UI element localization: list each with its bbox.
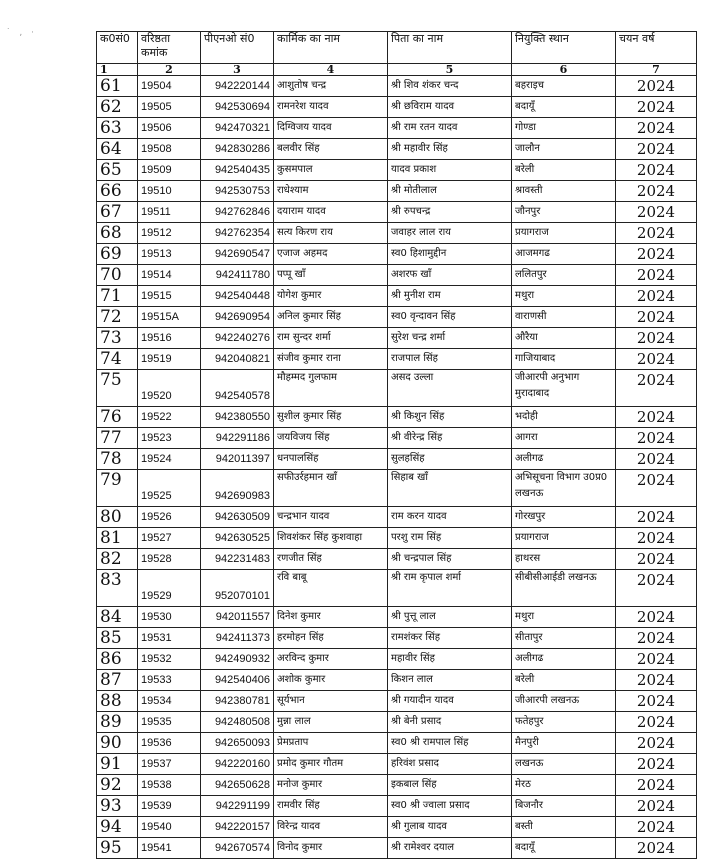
table-row [97, 428, 697, 449]
seniority-number: 19504 [138, 76, 201, 97]
pno-number: 942291199 [201, 796, 274, 817]
header-pno: पीएनओ सं0 [201, 32, 274, 64]
table-row [97, 286, 697, 307]
selection-year: 2024 [616, 549, 697, 570]
employee-name: रामवीर सिंह [274, 796, 388, 817]
father-name: श्री रामेश्वर दयाल [388, 838, 512, 859]
employee-name: विनोद कुमार [274, 838, 388, 859]
pno-number: 942380781 [201, 691, 274, 712]
father-name: स्व0 श्री ज्वाला प्रसाद [388, 796, 512, 817]
seniority-number: 19523 [138, 428, 201, 449]
selection-year: 2024 [616, 97, 697, 118]
serial-number: 75 [97, 370, 138, 407]
father-name: श्री महावीर सिंह [388, 139, 512, 160]
posting-place: आजमगढ [512, 244, 616, 265]
posting-place: औरैया [512, 328, 616, 349]
table-row [97, 670, 697, 691]
selection-year: 2024 [616, 712, 697, 733]
table-row [97, 202, 697, 223]
posting-place: ललितपुर [512, 265, 616, 286]
posting-place: मैनपुरी [512, 733, 616, 754]
employee-name: हरमोहन सिंह [274, 628, 388, 649]
serial-number: 66 [97, 181, 138, 202]
seniority-number: 19514 [138, 265, 201, 286]
table-row [97, 691, 697, 712]
serial-number: 87 [97, 670, 138, 691]
seniority-number: 19511 [138, 202, 201, 223]
serial-number: 92 [97, 775, 138, 796]
father-name: श्री शिव शंकर चन्द [388, 76, 512, 97]
table-row [97, 97, 697, 118]
seniority-number: 19537 [138, 754, 201, 775]
seniority-number: 19510 [138, 181, 201, 202]
employee-name: बलवीर सिंह [274, 139, 388, 160]
employee-name: अरविन्द कुमार [274, 649, 388, 670]
table-row [97, 407, 697, 428]
employee-name: एजाज अहमद [274, 244, 388, 265]
father-name: परशु राम सिंह [388, 528, 512, 549]
pno-number: 942690983 [201, 470, 274, 507]
father-name: श्री राम रतन यादव [388, 118, 512, 139]
pno-number: 942540435 [201, 160, 274, 181]
posting-place: गोण्डा [512, 118, 616, 139]
posting-place: जीआरपी लखनऊ [512, 691, 616, 712]
father-name: रामशंकर सिंह [388, 628, 512, 649]
seniority-number: 19530 [138, 607, 201, 628]
seniority-number: 19529 [138, 570, 201, 607]
seniority-number: 19522 [138, 407, 201, 428]
pno-number: 942231483 [201, 549, 274, 570]
pno-number: 942040821 [201, 349, 274, 370]
pno-number: 942650628 [201, 775, 274, 796]
serial-number: 67 [97, 202, 138, 223]
column-number-row [97, 64, 697, 76]
father-name: श्री पुत्तू लाल [388, 607, 512, 628]
seniority-number: 19526 [138, 507, 201, 528]
posting-place: भदोही [512, 407, 616, 428]
pno-number: 942011397 [201, 449, 274, 470]
serial-number: 78 [97, 449, 138, 470]
employee-name: पप्पू खाँ [274, 265, 388, 286]
selection-year: 2024 [616, 118, 697, 139]
selection-year: 2024 [616, 754, 697, 775]
selection-year: 2024 [616, 628, 697, 649]
selection-year: 2024 [616, 307, 697, 328]
seniority-number: 19532 [138, 649, 201, 670]
seniority-number: 19515A [138, 307, 201, 328]
posting-place: प्रयागराज [512, 528, 616, 549]
serial-number: 70 [97, 265, 138, 286]
father-name: सिहाब खाँ [388, 470, 512, 507]
serial-number: 89 [97, 712, 138, 733]
seniority-number: 19531 [138, 628, 201, 649]
serial-number: 84 [97, 607, 138, 628]
serial-number: 83 [97, 570, 138, 607]
table-row [97, 118, 697, 139]
seniority-number: 19539 [138, 796, 201, 817]
posting-place: हाथरस [512, 549, 616, 570]
serial-number: 91 [97, 754, 138, 775]
employee-name: दिग्विजय यादव [274, 118, 388, 139]
selection-year: 2024 [616, 670, 697, 691]
employee-name: विरेन्द्र यादव [274, 817, 388, 838]
table-row [97, 160, 697, 181]
seniority-number: 19533 [138, 670, 201, 691]
posting-place: अभिसूचना विभाग उ0प्र0 लखनऊ [512, 470, 616, 507]
employee-name: अनिल कुमार सिंह [274, 307, 388, 328]
colnum-1: 1 [97, 64, 138, 76]
seniority-number: 19538 [138, 775, 201, 796]
posting-place: जीआरपी अनुभाग मुरादाबाद [512, 370, 616, 407]
father-name: श्री मुनीश राम [388, 286, 512, 307]
posting-place: अलीगढ [512, 449, 616, 470]
employee-name: मनोज कुमार [274, 775, 388, 796]
father-name: असद उल्ला [388, 370, 512, 407]
pno-number: 942690954 [201, 307, 274, 328]
pno-number: 942630509 [201, 507, 274, 528]
table-row [97, 139, 697, 160]
seniority-number: 19520 [138, 370, 201, 407]
seniority-number: 19509 [138, 160, 201, 181]
posting-place: बरेली [512, 160, 616, 181]
table-row [97, 507, 697, 528]
serial-number: 85 [97, 628, 138, 649]
father-name: स्व0 वृन्दावन सिंह [388, 307, 512, 328]
selection-year: 2024 [616, 570, 697, 607]
seniority-number: 19534 [138, 691, 201, 712]
employee-name: संजीव कुमार राना [274, 349, 388, 370]
selection-year: 2024 [616, 428, 697, 449]
posting-place: गाजियाबाद [512, 349, 616, 370]
serial-number: 63 [97, 118, 138, 139]
pno-number: 942540448 [201, 286, 274, 307]
pno-number: 942762846 [201, 202, 274, 223]
seniority-number: 19512 [138, 223, 201, 244]
employee-name: प्रेमप्रताप [274, 733, 388, 754]
posting-place: आगरा [512, 428, 616, 449]
pno-number: 942670574 [201, 838, 274, 859]
father-name: यादव प्रकाश [388, 160, 512, 181]
serial-number: 79 [97, 470, 138, 507]
pno-number: 942540578 [201, 370, 274, 407]
pno-number: 942650093 [201, 733, 274, 754]
serial-number: 65 [97, 160, 138, 181]
serial-number: 62 [97, 97, 138, 118]
father-name: श्री बेनी प्रसाद [388, 712, 512, 733]
personnel-table [96, 31, 697, 859]
pno-number: 942530694 [201, 97, 274, 118]
father-name: स्व0 हिशामुद्दीन [388, 244, 512, 265]
selection-year: 2024 [616, 775, 697, 796]
pno-number: 942240276 [201, 328, 274, 349]
employee-name: आशुतोष चन्द्र [274, 76, 388, 97]
pno-number: 942490932 [201, 649, 274, 670]
header-name: कार्मिक का नाम [274, 32, 388, 64]
employee-name: धनपालसिंह [274, 449, 388, 470]
serial-number: 95 [97, 838, 138, 859]
colnum-5: 5 [388, 64, 512, 76]
table-row [97, 712, 697, 733]
employee-name: रामनरेश यादव [274, 97, 388, 118]
seniority-number: 19508 [138, 139, 201, 160]
seniority-number: 19516 [138, 328, 201, 349]
table-body [97, 76, 697, 859]
serial-number: 68 [97, 223, 138, 244]
employee-name: कुसमपाल [274, 160, 388, 181]
employee-name: रणजीत सिंह [274, 549, 388, 570]
table-row [97, 775, 697, 796]
selection-year: 2024 [616, 223, 697, 244]
posting-place: जौनपुर [512, 202, 616, 223]
table-row [97, 244, 697, 265]
header-father: पिता का नाम [388, 32, 512, 64]
seniority-number: 19506 [138, 118, 201, 139]
selection-year: 2024 [616, 286, 697, 307]
table-row [97, 370, 697, 407]
serial-number: 74 [97, 349, 138, 370]
table-row [97, 817, 697, 838]
employee-name: शिवशंकर सिंह कुशवाहा [274, 528, 388, 549]
table-row [97, 649, 697, 670]
father-name: जवाहर लाल राय [388, 223, 512, 244]
pno-number: 952070101 [201, 570, 274, 607]
father-name: श्री वीरेन्द्र सिंह [388, 428, 512, 449]
posting-place: बरेली [512, 670, 616, 691]
table-row [97, 754, 697, 775]
employee-name: रवि बाबू [274, 570, 388, 607]
selection-year: 2024 [616, 691, 697, 712]
serial-number: 90 [97, 733, 138, 754]
posting-place: फतेहपुर [512, 712, 616, 733]
selection-year: 2024 [616, 607, 697, 628]
employee-name: राधेश्याम [274, 181, 388, 202]
scan-mark: ˙ , · [6, 28, 37, 38]
table-row [97, 549, 697, 570]
selection-year: 2024 [616, 733, 697, 754]
posting-place: सीतापुर [512, 628, 616, 649]
serial-number: 86 [97, 649, 138, 670]
serial-number: 71 [97, 286, 138, 307]
employee-name: सत्य किरण राय [274, 223, 388, 244]
selection-year: 2024 [616, 76, 697, 97]
serial-number: 93 [97, 796, 138, 817]
posting-place: अलीगढ [512, 649, 616, 670]
serial-number: 81 [97, 528, 138, 549]
colnum-7: 7 [616, 64, 697, 76]
employee-name: मौहम्मद गुलफाम [274, 370, 388, 407]
employee-name: मुन्ना लाल [274, 712, 388, 733]
header-posting: नियुक्ति स्थान [512, 32, 616, 64]
father-name: अशरफ खाँ [388, 265, 512, 286]
serial-number: 64 [97, 139, 138, 160]
colnum-4: 4 [274, 64, 388, 76]
seniority-number: 19528 [138, 549, 201, 570]
posting-place: मेरठ [512, 775, 616, 796]
table-row [97, 449, 697, 470]
employee-name: सुशील कुमार सिंह [274, 407, 388, 428]
father-name: सुरेश चन्द्र शर्मा [388, 328, 512, 349]
employee-name: दिनेश कुमार [274, 607, 388, 628]
father-name: श्री गयादीन यादव [388, 691, 512, 712]
serial-number: 80 [97, 507, 138, 528]
table-row [97, 76, 697, 97]
father-name: सुलहसिंह [388, 449, 512, 470]
serial-number: 73 [97, 328, 138, 349]
header-year: चयन वर्ष [616, 32, 697, 64]
pno-number: 942380550 [201, 407, 274, 428]
colnum-6: 6 [512, 64, 616, 76]
selection-year: 2024 [616, 328, 697, 349]
employee-name: चन्द्रभान यादव [274, 507, 388, 528]
posting-place: बस्ती [512, 817, 616, 838]
father-name: इकबाल सिंह [388, 775, 512, 796]
father-name: महावीर सिंह [388, 649, 512, 670]
seniority-number: 19541 [138, 838, 201, 859]
pno-number: 942220160 [201, 754, 274, 775]
table-row [97, 181, 697, 202]
table-row [97, 307, 697, 328]
pno-number: 942630525 [201, 528, 274, 549]
table-row [97, 349, 697, 370]
pno-number: 942540406 [201, 670, 274, 691]
selection-year: 2024 [616, 244, 697, 265]
selection-year: 2024 [616, 649, 697, 670]
selection-year: 2024 [616, 507, 697, 528]
selection-year: 2024 [616, 265, 697, 286]
serial-number: 72 [97, 307, 138, 328]
pno-number: 942411780 [201, 265, 274, 286]
serial-number: 88 [97, 691, 138, 712]
posting-place: बदायूँ [512, 838, 616, 859]
posting-place: बहराइच [512, 76, 616, 97]
pno-number: 942291186 [201, 428, 274, 449]
posting-place: वाराणसी [512, 307, 616, 328]
seniority-number: 19527 [138, 528, 201, 549]
serial-number: 82 [97, 549, 138, 570]
seniority-number: 19535 [138, 712, 201, 733]
posting-place: लखनऊ [512, 754, 616, 775]
selection-year: 2024 [616, 449, 697, 470]
selection-year: 2024 [616, 139, 697, 160]
employee-name: जयविजय सिंह [274, 428, 388, 449]
pno-number: 942830286 [201, 139, 274, 160]
pno-number: 942690547 [201, 244, 274, 265]
selection-year: 2024 [616, 796, 697, 817]
posting-place: मथुरा [512, 286, 616, 307]
father-name: किशन लाल [388, 670, 512, 691]
seniority-number: 19505 [138, 97, 201, 118]
header-sr: क0सं0 [97, 32, 138, 64]
posting-place: बदायूँ [512, 97, 616, 118]
father-name: राम करन यादव [388, 507, 512, 528]
seniority-number: 19540 [138, 817, 201, 838]
selection-year: 2024 [616, 528, 697, 549]
table-row [97, 470, 697, 507]
posting-place: श्रावस्ती [512, 181, 616, 202]
employee-name: सफीउर्रहमान खाँ [274, 470, 388, 507]
seniority-number: 19524 [138, 449, 201, 470]
table-row [97, 628, 697, 649]
selection-year: 2024 [616, 181, 697, 202]
employee-name: अशोक कुमार [274, 670, 388, 691]
serial-number: 77 [97, 428, 138, 449]
posting-place: प्रयागराज [512, 223, 616, 244]
table-row [97, 838, 697, 859]
table-row [97, 733, 697, 754]
pno-number: 942220157 [201, 817, 274, 838]
seniority-number: 19525 [138, 470, 201, 507]
serial-number: 69 [97, 244, 138, 265]
father-name: श्री छविराम यादव [388, 97, 512, 118]
selection-year: 2024 [616, 202, 697, 223]
table-row [97, 607, 697, 628]
father-name: हरिवंश प्रसाद [388, 754, 512, 775]
header-seniority: वरिष्ठता कमांक [138, 32, 201, 64]
selection-year: 2024 [616, 407, 697, 428]
selection-year: 2024 [616, 160, 697, 181]
table-row [97, 223, 697, 244]
table-row [97, 265, 697, 286]
pno-number: 942762354 [201, 223, 274, 244]
employee-name: सूर्यभान [274, 691, 388, 712]
serial-number: 94 [97, 817, 138, 838]
posting-place: बिजनौर [512, 796, 616, 817]
table-row [97, 328, 697, 349]
table-row [97, 570, 697, 607]
father-name: श्री रुपचन्द्र [388, 202, 512, 223]
selection-year: 2024 [616, 817, 697, 838]
employee-name: दयाराम यादव [274, 202, 388, 223]
employee-name: प्रमोद कुमार गौतम [274, 754, 388, 775]
father-name: स्व0 श्री रामपाल सिंह [388, 733, 512, 754]
selection-year: 2024 [616, 349, 697, 370]
pno-number: 942220144 [201, 76, 274, 97]
seniority-number: 19536 [138, 733, 201, 754]
pno-number: 942530753 [201, 181, 274, 202]
pno-number: 942411373 [201, 628, 274, 649]
table-row [97, 528, 697, 549]
pno-number: 942470321 [201, 118, 274, 139]
pno-number: 942480508 [201, 712, 274, 733]
seniority-number: 19515 [138, 286, 201, 307]
posting-place: जालौन [512, 139, 616, 160]
employee-name: योगेश कुमार [274, 286, 388, 307]
posting-place: गोरखपुर [512, 507, 616, 528]
pno-number: 942011557 [201, 607, 274, 628]
father-name: राजपाल सिंह [388, 349, 512, 370]
employee-name: राम सुन्दर शर्मा [274, 328, 388, 349]
selection-year: 2024 [616, 838, 697, 859]
colnum-2: 2 [138, 64, 201, 76]
serial-number: 76 [97, 407, 138, 428]
seniority-number: 19513 [138, 244, 201, 265]
serial-number: 61 [97, 76, 138, 97]
father-name: श्री मोतीलाल [388, 181, 512, 202]
table-row [97, 796, 697, 817]
selection-year: 2024 [616, 370, 697, 407]
seniority-number: 19519 [138, 349, 201, 370]
posting-place: सीबीसीआईडी लखनऊ [512, 570, 616, 607]
selection-year: 2024 [616, 470, 697, 507]
father-name: श्री चन्द्रपाल सिंह [388, 549, 512, 570]
colnum-3: 3 [201, 64, 274, 76]
father-name: श्री राम कृपाल शर्मा [388, 570, 512, 607]
father-name: श्री गुलाब यादव [388, 817, 512, 838]
father-name: श्री किशुन सिंह [388, 407, 512, 428]
header-row [97, 32, 697, 64]
posting-place: मथुरा [512, 607, 616, 628]
